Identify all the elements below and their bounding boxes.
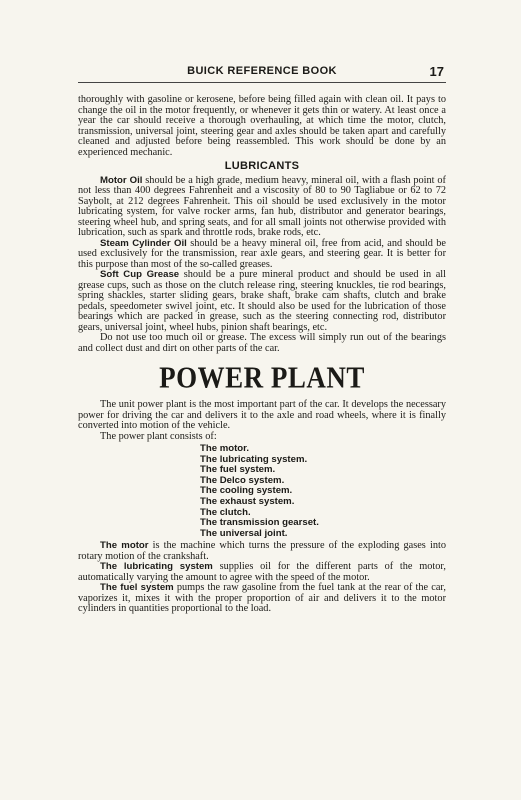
running-header-title: BUICK REFERENCE BOOK	[187, 65, 337, 77]
consists-of-line: The power plant consists of:	[100, 430, 217, 442]
page-number: 17	[429, 64, 444, 79]
steam-oil-text: should be a heavy mineral oil, free from acid, and should be used exclusively for the transmission, rear axle gears, and steering gear. It is better for this purpose than most of the so-called greases.	[78, 237, 447, 270]
list-item: The lubricating system.	[200, 453, 308, 465]
lubricating-paragraph	[78, 562, 446, 583]
list-item: The cooling system.	[200, 485, 293, 497]
motor-paragraph	[78, 541, 446, 562]
power-plant-heading: POWER PLANT	[159, 359, 365, 395]
motor-oil-text: should be a high grade, medium heavy, mineral oil, with a flash point of not less than 400 degrees Fahrenheit and a viscosity of 80 to 90 Tagliabue or 62 to 72 Saybolt, at 212 degrees Fahrenheit. This oil should be used exclusively in the motor lubricating system, for valve rocker arms, fan hub, distributor and generator bearings, steering wheel hub, and spring seats, and for all small joints not otherwise provided with lubrication, such as spark and throttle rods, brake rods, etc.	[78, 174, 446, 238]
motor-text: is the machine which turns the pressure of the exploding gases into rotary motion of the crankshaft.	[78, 540, 446, 562]
list-item: The universal joint.	[200, 527, 288, 539]
caution-paragraph: Do not use too much oil or grease. The excess will simply run out of the bearings and collect dust and dirt on other parts of the car.	[78, 332, 446, 354]
grease-paragraph	[78, 270, 446, 333]
fuel-paragraph	[78, 583, 446, 615]
list-item: The clutch.	[200, 506, 251, 518]
intro-paragraph: thoroughly with gasoline or kerosene, before being filled again with clean oil. It pays to change the oil in the motor frequently, or whenever it gets thin or watery. At least once a year the car should receive a thorough overhauling, at which time the motor, clutch, transmission, universal joint, steering gear and axles should be taken apart and carefully cleaned and adjusted before being reassembled. This work should be done by an experienced mechanic.	[78, 94, 446, 158]
grease-text: should be a pure mineral product and should be used in all grease cups, such as those on the clutch release ring, steering knuckles, tie rod bearings, spring shackles, starter sliding gears, brake shaft, brake cam shafts, clutch and brake pedals, speedometer swivel joint, etc. It should also be used for the lubrication of those bearings which are packed in grease, such as the steering connecting rod, distributor gears, universal joint, wheel hubs, pinion shaft bearings, etc.	[78, 269, 446, 333]
components-list	[200, 444, 446, 539]
list-item: The motor.	[200, 443, 250, 454]
lubricants-heading: LUBRICANTS	[224, 160, 300, 172]
motor-term: The motor	[100, 540, 149, 552]
lubricating-text: supplies oil for the different parts of the motor, automatically varying the amount to agree with the speed of the motor.	[78, 561, 446, 583]
steam-oil-term: Steam Cylinder Oil	[100, 237, 187, 249]
page-body	[78, 95, 446, 615]
list-item: The exhaust system.	[200, 495, 295, 507]
steam-oil-paragraph	[78, 239, 446, 271]
grease-term: Soft Cup Grease	[100, 269, 180, 280]
motor-oil-paragraph	[78, 176, 446, 239]
power-plant-intro: The unit power plant is the most important part of the car. It develops the necessary power for driving the car and delivers it to the axle and road wheels, where it is finally converted into motion of the vehicle.	[78, 399, 446, 431]
lubricating-term: The lubricating system	[100, 561, 213, 573]
motor-oil-term: Motor Oil	[100, 174, 143, 186]
list-item: The transmission gearset.	[200, 517, 319, 529]
list-item: The fuel system.	[200, 464, 276, 476]
running-header	[78, 64, 446, 83]
fuel-text: pumps the raw gasoline from the fuel tank at the rear of the car, vaporizes it, mixes it with the proper proportion of air and delivers it to the motor cylinders in quantities proportional to the load.	[78, 582, 447, 615]
list-item: The Delco system.	[200, 474, 285, 486]
fuel-term: The fuel system	[100, 582, 174, 594]
